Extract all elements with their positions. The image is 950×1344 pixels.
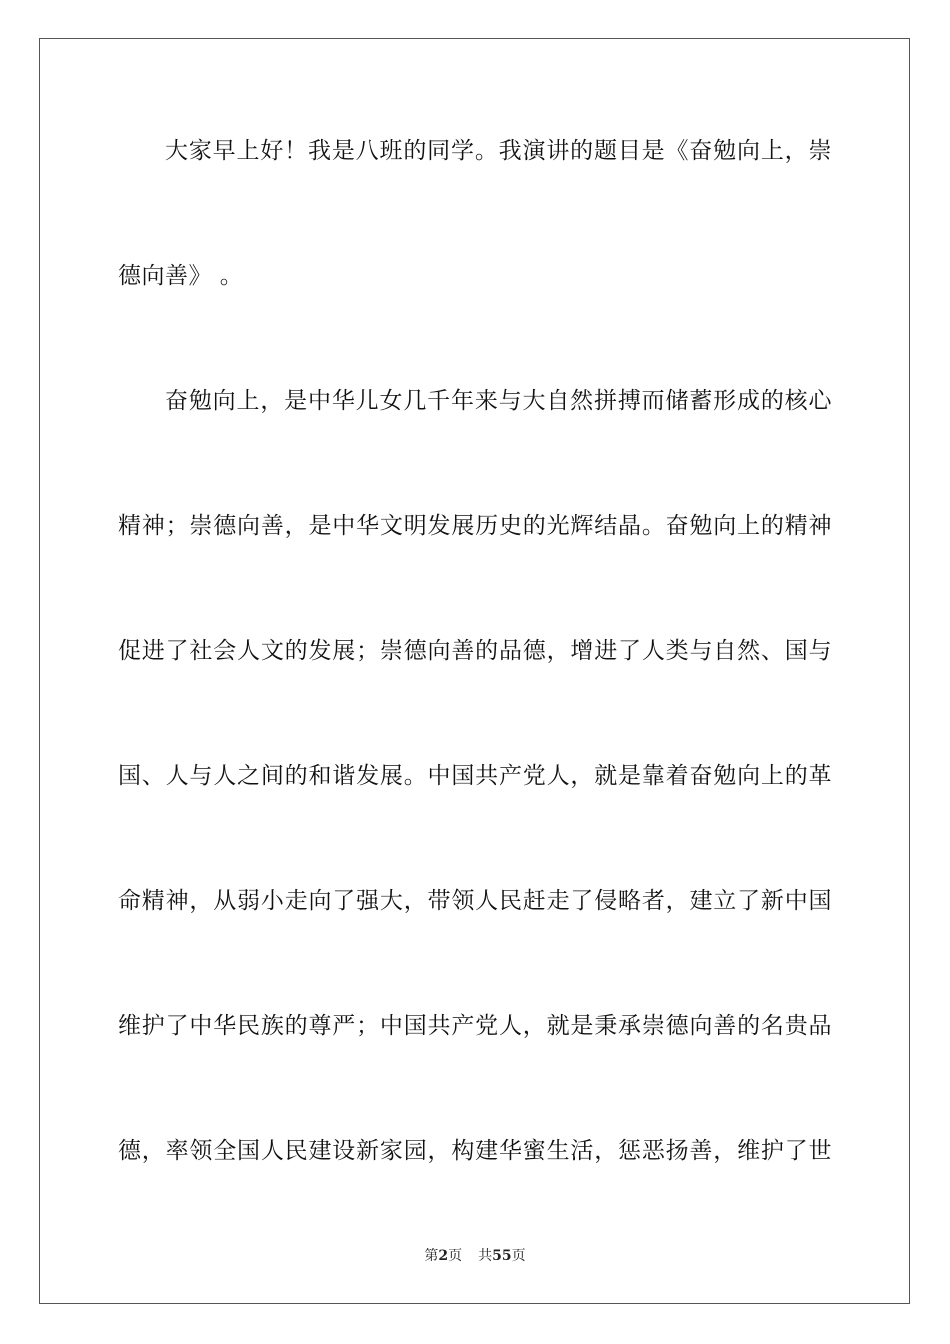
page-number-current: 2	[438, 1248, 449, 1264]
page-footer	[0, 1247, 950, 1265]
paragraph-1-line-1: 大家早上好！我是八班的同学。我演讲的题目是《奋勉向上，崇	[165, 138, 832, 164]
paragraph-2-line-3: 促进了社会人文的发展；崇德向善的品德，增进了人类与自然、国与	[118, 638, 832, 664]
paragraph-2-line-4: 国、人与人之间的和谐发展。中国共产党人，就是靠着奋勉向上的革	[118, 763, 832, 789]
paragraph-1-line-2: 德向善》 。	[118, 263, 244, 289]
paragraph-2-line-6: 维护了中华民族的尊严；中国共产党人，就是秉承崇德向善的名贵品	[118, 1013, 832, 1039]
page-total-suffix: 页	[511, 1248, 526, 1264]
page-number-suffix: 页	[448, 1248, 463, 1264]
paragraph-2-line-2: 精神；崇德向善，是中华文明发展历史的光辉结晶。奋勉向上的精神	[118, 513, 832, 539]
paragraph-2-line-1: 奋勉向上，是中华儿女几千年来与大自然拼搏而储蓄形成的核心	[165, 388, 832, 414]
page-total-count: 55	[492, 1248, 512, 1264]
paragraph-2-line-5: 命精神，从弱小走向了强大，带领人民赶走了侵略者，建立了新中国	[118, 888, 832, 914]
page-border	[39, 38, 910, 1304]
page-total-prefix: 共	[478, 1248, 493, 1264]
page-number-prefix: 第	[424, 1248, 439, 1264]
paragraph-2-line-7: 德，率领全国人民建设新家园，构建华蜜生活，惩恶扬善，维护了世	[118, 1138, 832, 1164]
